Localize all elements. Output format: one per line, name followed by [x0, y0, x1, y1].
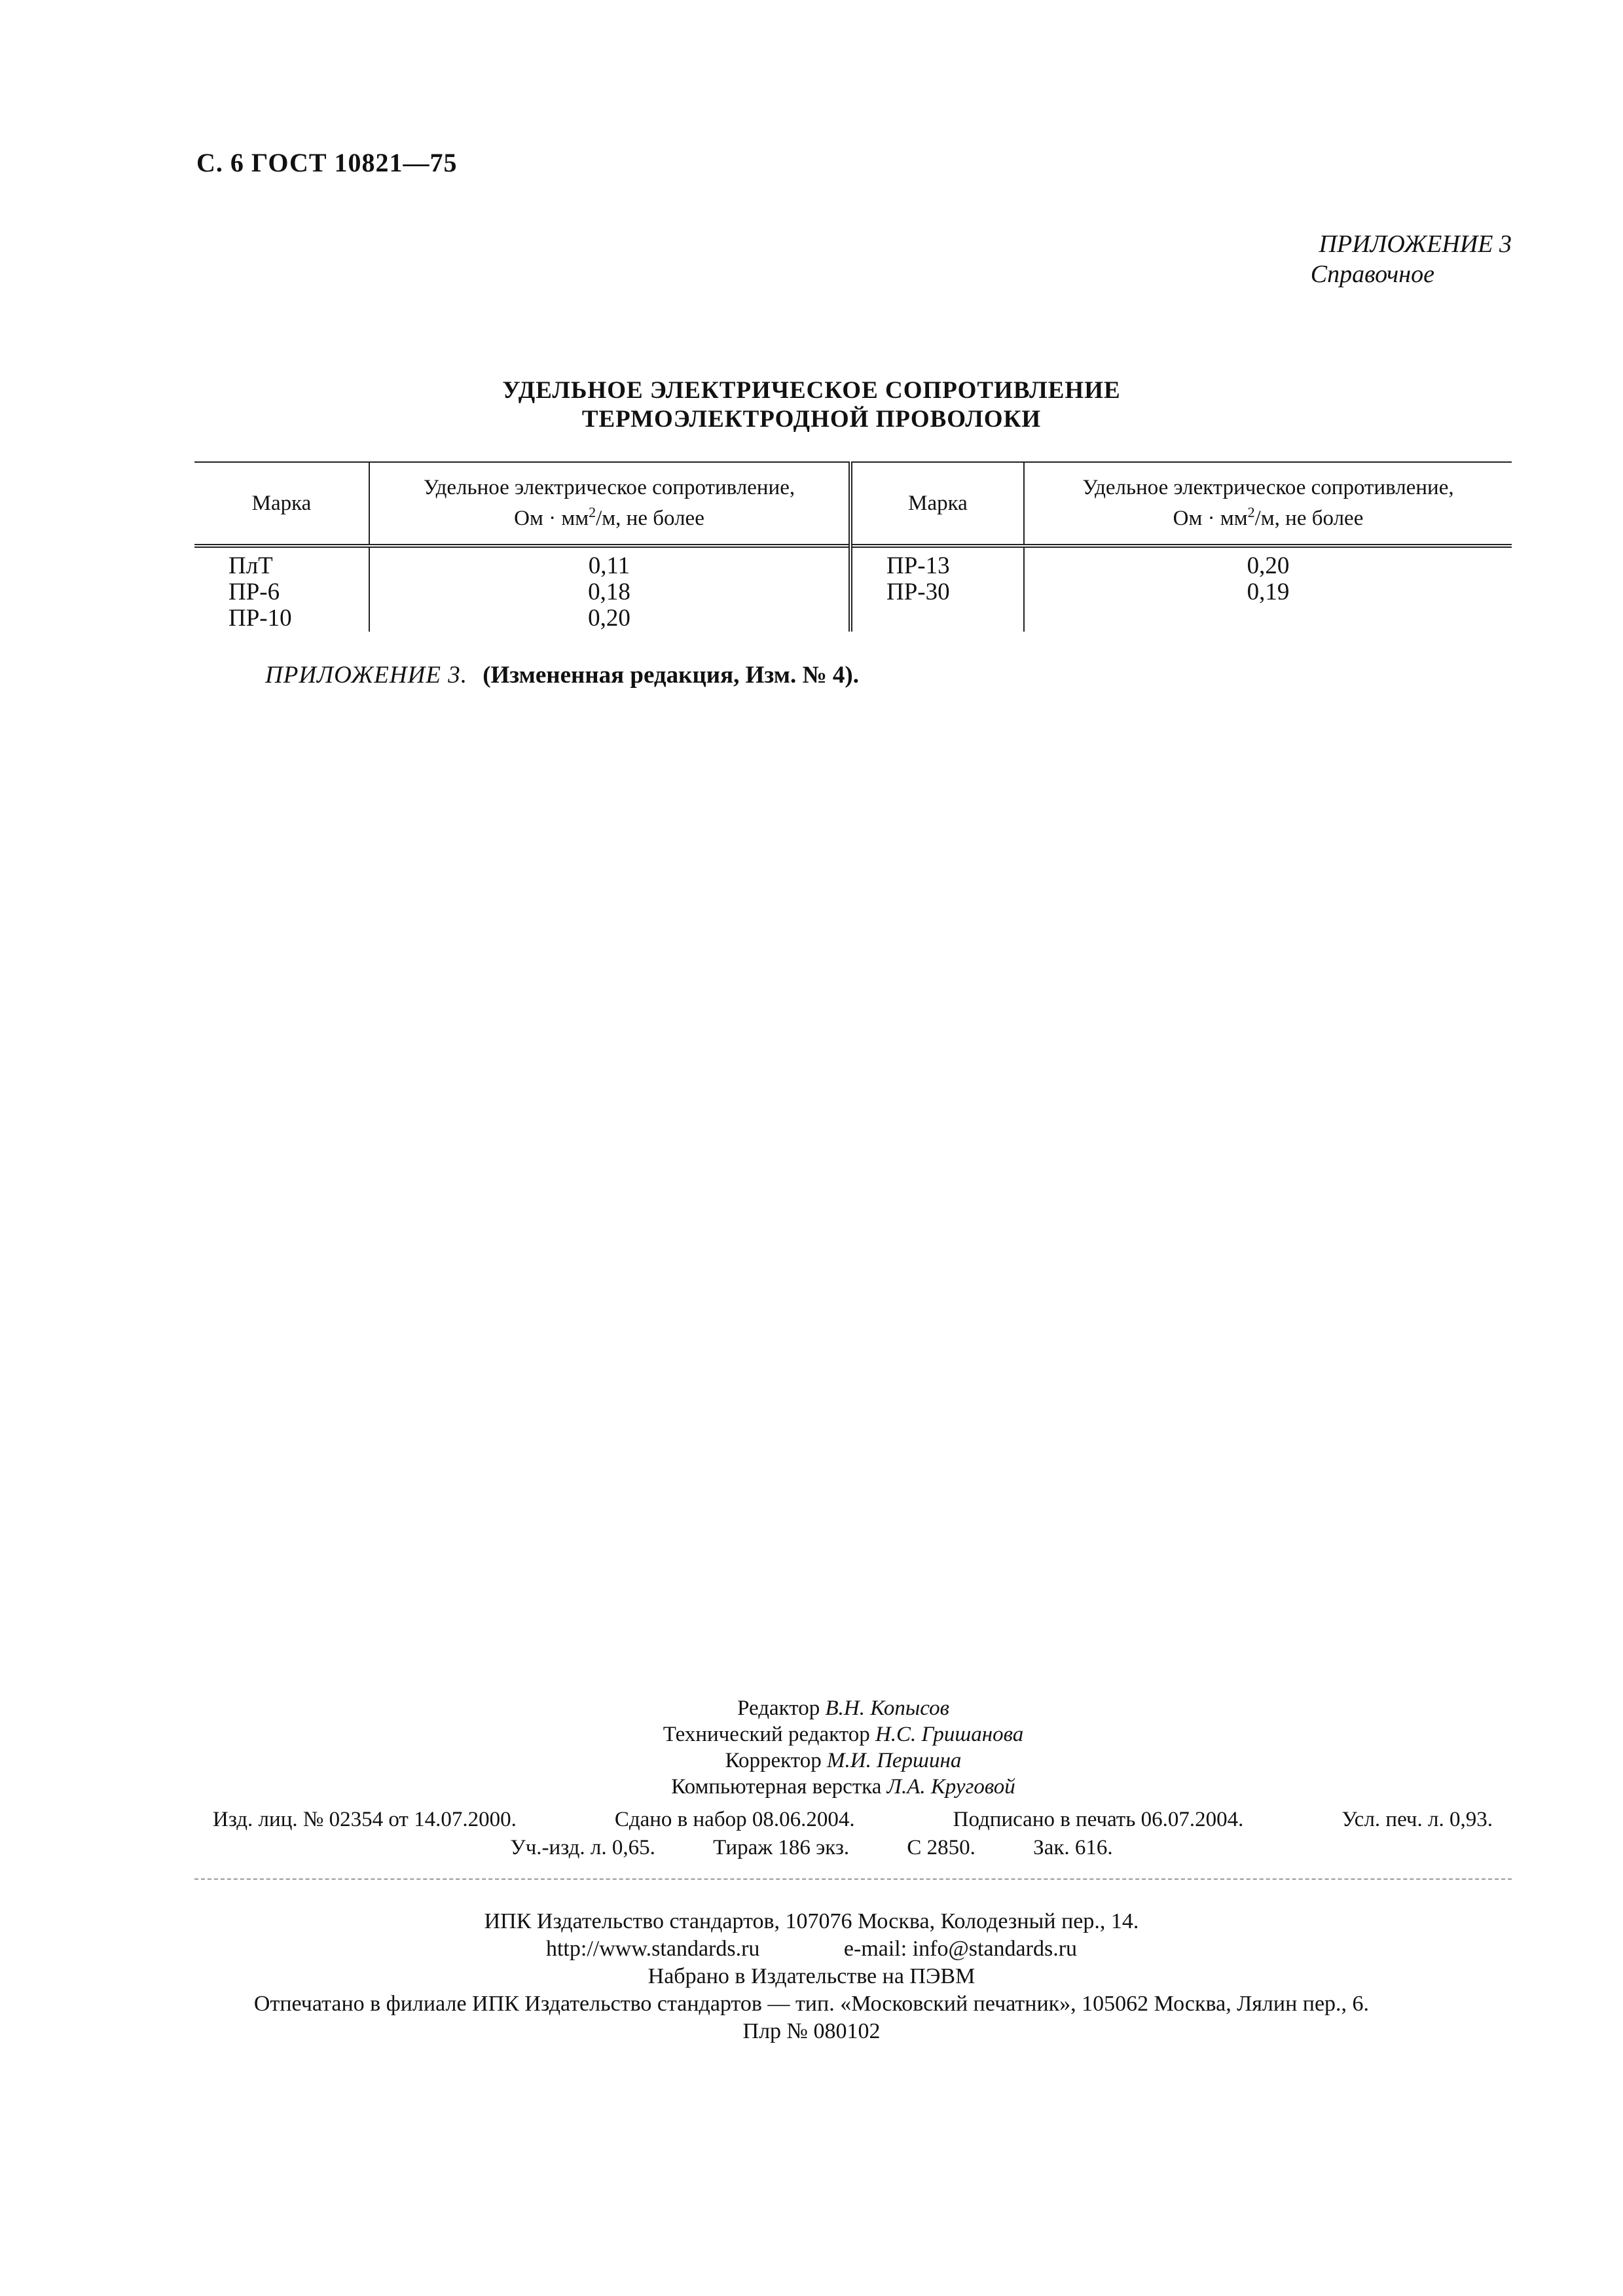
cell-resistance: 0,20 0,19 [1024, 546, 1512, 632]
credit-corrector: Корректор М.И. Першина [725, 1749, 962, 1772]
cell-resistance: 0,11 0,18 0,20 [369, 546, 850, 632]
column-header-mark: Марка [251, 491, 312, 515]
appendix-number: ПРИЛОЖЕНИЕ 3 [1319, 230, 1512, 258]
credit-tech-editor: Технический редактор Н.С. Гришанова [663, 1723, 1024, 1746]
table-row [194, 546, 1512, 632]
email-link[interactable]: e-mail: info@standards.ru [843, 1937, 1078, 1961]
submitted-info: Сдано в набор 08.06.2004. [614, 1808, 855, 1831]
publisher-address: ИПК Издательство стандартов, 107076 Москва, Колодезный пер., 14. [484, 1909, 1139, 1933]
document-title [0, 376, 1623, 434]
column-header-mark: Марка [850, 462, 1024, 546]
order-info: Зак. 616. [1033, 1836, 1113, 1859]
appendix-type: Справочное [1310, 260, 1434, 288]
title-line-1: УДЕЛЬНОЕ ЭЛЕКТРИЧЕСКОЕ СОПРОТИВЛЕНИЕ [502, 377, 1121, 404]
column-header-resistance: Удельное электрическое сопротивление, Ом · $мм^2/м$, не более [369, 462, 850, 546]
divider [194, 1878, 1512, 1880]
code-info: С 2850. [907, 1836, 976, 1859]
run-info: Тираж 186 экз. [713, 1836, 850, 1859]
note-bold: (Измененная редакция, Изм. № 4). [483, 662, 859, 689]
amendment-note [265, 661, 859, 689]
license-info: Изд. лиц. № 02354 от 14.07.2000. [213, 1808, 517, 1831]
license-number: Плр № 080102 [742, 2019, 881, 2043]
typeset-info: Набрано в Издательстве на ПЭВМ [647, 1964, 976, 1988]
page-header: С. 6 ГОСТ 10821—75 [196, 148, 458, 177]
website-link[interactable]: http://www.standards.ru [545, 1937, 760, 1961]
credits-block [0, 1695, 1623, 1800]
credit-editor: Редактор В.Н. Копысов [737, 1696, 949, 1720]
signed-info: Подписано в печать 06.07.2004. [953, 1808, 1244, 1831]
publication-info-row-2 [0, 1836, 1623, 1860]
cell-mark: ПлТ ПР-6 ПР-10 [228, 552, 292, 632]
publication-info-row-1 [213, 1808, 1493, 1832]
title-line-2: ТЕРМОЭЛЕКТРОДНОЙ ПРОВОЛОКИ [581, 406, 1042, 433]
pub-sheets-info: Уч.-изд. л. 0,65. [510, 1836, 655, 1859]
printing-info: Отпечатано в филиале ИПК Издательство стандартов — тип. «Московский печатник», 105062 Москва, Лялин пер., 6. [253, 1992, 1370, 2016]
appendix-label [1311, 229, 1512, 289]
publisher-footer [0, 1908, 1623, 2045]
resistance-table [194, 461, 1512, 632]
cell-mark: ПР-13 ПР-30 [850, 546, 1024, 632]
column-header-resistance: Удельное электрическое сопротивление, Ом · $мм^2/м$, не более [1024, 462, 1512, 546]
print-sheets-info: Усл. печ. л. 0,93. [1341, 1808, 1493, 1831]
publisher-contacts [0, 1935, 1623, 1963]
credit-layout: Компьютерная верстка Л.А. Круговой [671, 1775, 1015, 1799]
note-italic: ПРИЛОЖЕНИЕ 3. [265, 662, 467, 689]
table-header-row [194, 462, 1512, 546]
